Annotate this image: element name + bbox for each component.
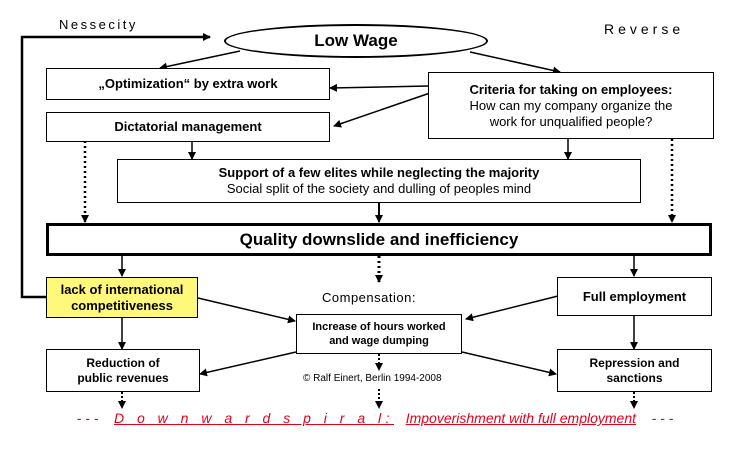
footer-subtitle: Impoverishment with full employment [405,410,637,426]
dictatorial-text: Dictatorial management [114,119,262,134]
footer-title: D o w n w a r d s p i r a l: [113,410,395,426]
arrow-lack-increase [198,298,295,321]
criteria-node [428,72,714,139]
reduction-revenues-node [46,349,200,392]
footer-dashes-left: - - - [76,410,99,426]
increase-line-2: and wage dumping [329,335,429,347]
dictatorial-node [46,112,330,142]
increase-hours-node [296,314,462,354]
optimization-text: „Optimization“ by extra work [98,76,278,91]
full-employment-node [557,277,712,316]
repression-line-2: sanctions [606,370,663,385]
support-title: Support of a few elites while neglecting the majority [218,165,540,180]
arrow-increase-repression [462,352,556,374]
arrow-fullemployment-increase [466,296,558,319]
arrow-criteria-dictatorial [334,93,430,126]
reduction-line-1: Reduction of [86,355,160,370]
repression-line-1: Repression and [589,355,680,370]
nessecity-label: Nessecity [59,17,138,32]
copyright-text: © Ralf Einert, Berlin 1994-2008 [303,373,442,384]
criteria-line-1: How can my company organize the [469,97,673,113]
low-wage-node: Low Wage [224,24,488,58]
arrow-lowwage-optimization [160,51,240,68]
criteria-title: Criteria for taking on employees: [469,81,673,97]
support-node [117,159,641,203]
reduction-line-2: public revenues [77,370,169,385]
downward-spiral-footer [0,410,750,426]
footer-dashes-right: - - - [651,410,674,426]
arrow-lowwage-criteria [470,52,560,72]
criteria-line-2: work for unqualified people? [489,113,653,129]
quality-node: Quality downslide and inefficiency [46,223,712,256]
lack-line-1: lack of international [60,281,184,297]
compensation-label: Compensation: [322,290,416,305]
arrow-criteria-optimization [330,86,428,88]
increase-line-1: Increase of hours worked [312,321,446,333]
arrow-increase-reduction [200,352,296,374]
repression-sanctions-node [557,349,712,392]
lack-competitiveness-node [46,277,198,318]
reverse-label: Reverse [604,21,685,37]
lack-line-2: competitiveness [71,297,173,313]
support-subtitle: Social split of the society and dulling of peoples mind [226,181,532,196]
full-employment-text: Full employment [582,288,687,304]
optimization-node [46,68,330,100]
